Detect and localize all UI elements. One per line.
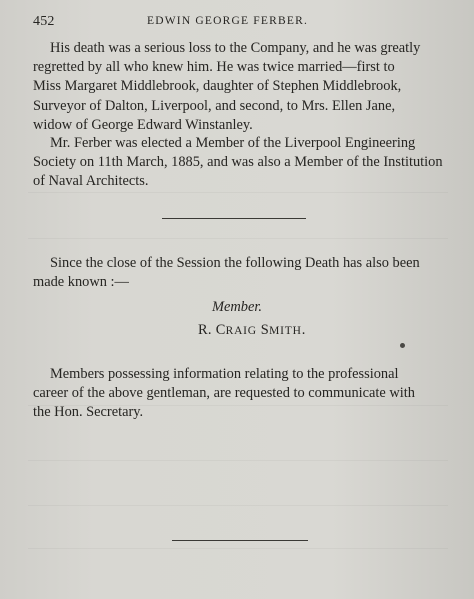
text-line: His death was a serious loss to the Company, and he was greatly bbox=[50, 40, 421, 56]
end-divider bbox=[172, 540, 308, 541]
paragraph-request bbox=[33, 365, 441, 423]
text-line: Surveyor of Dalton, Liverpool, and second, to Mrs. Ellen Jane, bbox=[33, 97, 396, 114]
paragraph-announcement bbox=[33, 254, 441, 292]
bleed-through-line bbox=[28, 238, 448, 239]
member-name-surname-initial: S bbox=[256, 322, 270, 338]
member-name-smallcaps: RAIG bbox=[225, 325, 257, 337]
bleed-through-line bbox=[28, 460, 448, 461]
paragraph-death-notice bbox=[33, 39, 441, 135]
text-line: Society on 11th March, 1885, and was also a Member of the Institution bbox=[33, 154, 443, 171]
member-name-smallcaps: MITH bbox=[269, 325, 302, 337]
member-name bbox=[198, 322, 306, 339]
text-line: Since the close of the Session the following Death has also been bbox=[50, 255, 420, 271]
bleed-through-line bbox=[28, 505, 448, 506]
section-divider bbox=[162, 218, 306, 219]
member-name-initial: R. C bbox=[198, 322, 226, 338]
member-name-period: . bbox=[301, 322, 306, 338]
bleed-through-line bbox=[28, 192, 448, 193]
text-line: widow of George Edward Winstanley. bbox=[33, 116, 253, 133]
ink-speck bbox=[400, 343, 405, 348]
text-line: of Naval Architects. bbox=[33, 173, 149, 190]
text-line: Miss Margaret Middlebrook, daughter of Stephen Middlebrook, bbox=[33, 78, 402, 95]
text-line: career of the above gentleman, are requested to communicate with bbox=[33, 385, 415, 402]
bleed-through-line bbox=[28, 548, 448, 549]
text-line: Mr. Ferber was elected a Member of the Liverpool Engineering bbox=[50, 135, 416, 151]
paragraph-membership bbox=[33, 134, 441, 192]
page-header bbox=[0, 14, 474, 34]
text-line: made known :— bbox=[33, 274, 129, 291]
text-line: regretted by all who knew him. He was twice married—first to bbox=[33, 59, 395, 76]
running-title: EDWIN GEORGE FERBER. bbox=[147, 15, 309, 27]
text-line: Members possessing information relating to the professional bbox=[50, 366, 399, 382]
text-line: the Hon. Secretary. bbox=[33, 404, 144, 421]
member-heading: Member. bbox=[212, 299, 262, 315]
page-number: 452 bbox=[33, 14, 55, 29]
